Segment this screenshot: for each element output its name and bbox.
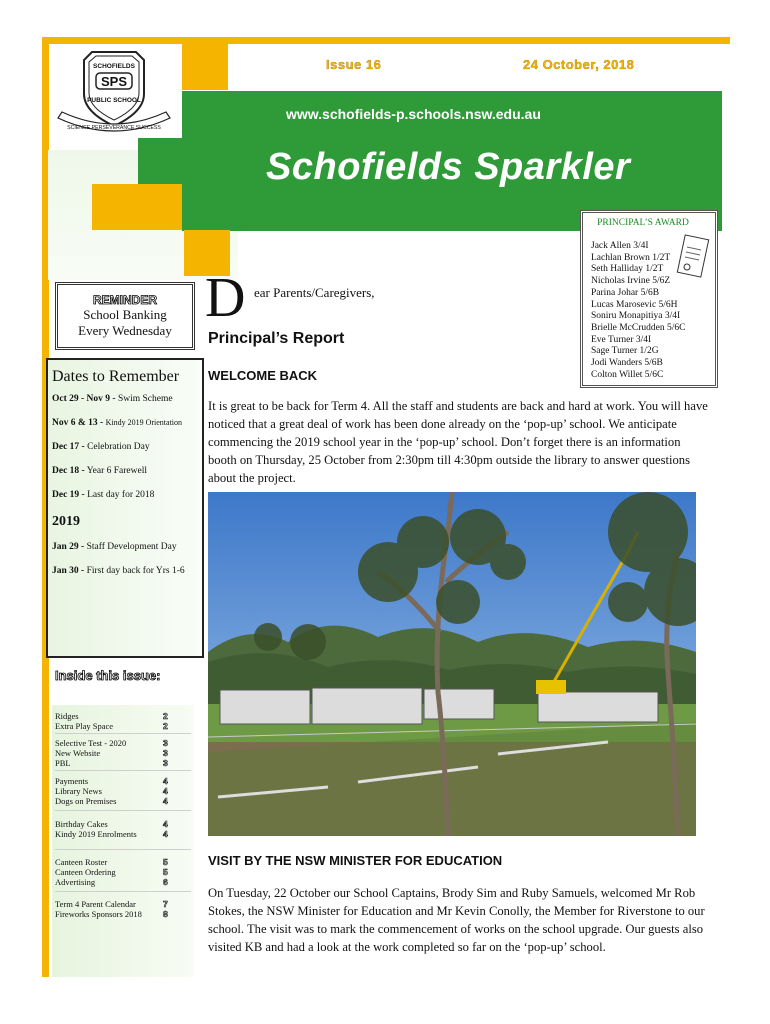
- date-label: Jan 30 -: [52, 566, 85, 576]
- date-label: Dec 17 -: [52, 442, 85, 452]
- school-logo: [52, 46, 176, 142]
- visit-heading: VISIT BY THE NSW MINISTER FOR EDUCATION: [208, 853, 503, 868]
- toc-page-numbers: 7 8: [163, 899, 168, 919]
- award-heading: PRINCIPAL’S AWARD: [597, 218, 689, 228]
- toc-item[interactable]: Term 4 Parent Calendar: [55, 899, 136, 909]
- toc-item[interactable]: Advertising: [55, 877, 96, 887]
- award-name: Jack Allen 3/4I: [591, 241, 649, 251]
- welcome-paragraph: It is great to be back for Term 4. All the staff and students are back and hard at work. You will have noticed that a great deal of work has been done already on the ‘pop-up’ school. We anticipate commencing the 2019 school year in the ‘pop-up’ school. Don’t forget there is an information booth on Thursday, 25 October from 2:30pm till 4:30pm outside the library to answer questions about the project.: [208, 399, 708, 485]
- toc-item[interactable]: Kindy 2019 Enrolments: [55, 829, 137, 839]
- newsletter-title: Schofields Sparkler: [266, 146, 631, 188]
- toc-item[interactable]: Payments: [55, 776, 89, 786]
- date-text: Swim Scheme: [117, 394, 173, 404]
- logo-top-text: SCHOFIELDS: [93, 63, 135, 70]
- logo-initials: SPS: [100, 74, 128, 89]
- reminder-box: [55, 282, 195, 350]
- date-text: Last day for 2018: [87, 490, 155, 500]
- scroll-icon: [675, 231, 715, 281]
- toc-item[interactable]: PBL: [55, 758, 71, 768]
- toc-divider: [55, 770, 191, 771]
- date-item: [52, 442, 202, 452]
- award-name: Lucas Marosevic 5/6H: [591, 299, 678, 310]
- reminder-line: Every Wednesday: [78, 323, 172, 338]
- visit-paragraph: On Tuesday, 22 October our School Captains, Brody Sim and Ruby Samuels, welcomed Mr Rob Stokes, the NSW Minister for Education and Mr Kevin Conolly, the Member for Riverstone to our school. The visit was to mark the commencement of works on the school upgrade. Our guests also visited KB and had a look at the work completed so far on the ‘pop-up’ school.: [208, 886, 705, 954]
- date-label: Nov 6 & 13 -: [52, 418, 104, 428]
- award-list: [591, 241, 685, 381]
- toc-group: [55, 819, 191, 839]
- date-label: Dec 18 -: [52, 466, 85, 476]
- toc-page-numbers: 3 3 3: [163, 738, 168, 768]
- award-name: Jodi Wanders 5/6B: [591, 358, 663, 369]
- toc-item[interactable]: Birthday Cakes: [55, 819, 108, 829]
- date-item: [52, 466, 202, 476]
- date-label: Dec 19 -: [52, 490, 85, 500]
- toc-item[interactable]: Ridges: [55, 711, 79, 721]
- award-name: Parina Johar 5/6B: [591, 287, 660, 298]
- toc-page-numbers: 2 2: [163, 711, 168, 731]
- table-of-contents: [52, 705, 194, 977]
- toc-page-numbers: 4 4: [163, 819, 168, 839]
- deco-square: [92, 184, 138, 230]
- drop-cap: D: [205, 267, 246, 329]
- issue-number: Issue 16: [326, 57, 382, 72]
- deco-square: [182, 44, 228, 90]
- dates-heading: Dates to Remember: [52, 368, 180, 385]
- construction-site-photo: [208, 492, 696, 836]
- award-name: Sage Turner 1/2G: [591, 346, 659, 357]
- year-heading: 2019: [52, 514, 80, 529]
- logo-banner-text: SCIENCE PERSEVERANCE SUCCESS: [67, 125, 161, 131]
- toc-divider: [55, 891, 191, 892]
- toc-item[interactable]: Fireworks Sponsors 2018: [55, 909, 142, 919]
- award-name: Lachlan Brown 1/2T: [591, 252, 671, 263]
- toc-group: [55, 776, 191, 806]
- toc-item[interactable]: Dogs on Premises: [55, 796, 117, 806]
- award-name: Brielle McCrudden 5/6C: [591, 322, 686, 333]
- date-item: [52, 542, 202, 552]
- toc-group: [55, 857, 191, 887]
- award-name: Colton Willet 5/6C: [591, 369, 664, 380]
- toc-page-numbers: 4 4 4: [163, 776, 168, 806]
- issue-date: 24 October, 2018: [523, 57, 635, 72]
- award-name: Eve Turner 3/4I: [591, 334, 652, 345]
- date-label: Oct 29 - Nov 9 -: [52, 394, 116, 404]
- toc-item[interactable]: Selective Test - 2020: [55, 738, 127, 748]
- toc-page-numbers: 5 5 6: [163, 857, 168, 887]
- reminder-line: School Banking: [83, 307, 167, 322]
- date-item: [52, 490, 202, 500]
- date-item: [52, 418, 202, 428]
- award-name: Nicholas Irvine 5/6Z: [591, 276, 671, 287]
- toc-divider: [55, 810, 191, 811]
- logo-middle-text: PUBLIC SCHOOL: [87, 97, 141, 104]
- date-item: [52, 566, 202, 576]
- date-label: Jan 29 -: [52, 542, 85, 552]
- toc-group: [55, 738, 191, 768]
- welcome-heading: WELCOME BACK: [208, 368, 318, 383]
- toc-group: [55, 711, 191, 731]
- date-text: Staff Development Day: [86, 542, 177, 552]
- principals-award-box: [580, 210, 718, 388]
- toc-item[interactable]: Canteen Roster: [55, 857, 108, 867]
- top-accent-bar: [44, 37, 730, 44]
- toc-divider: [55, 849, 191, 850]
- date-item: [52, 394, 202, 404]
- toc-item[interactable]: Extra Play Space: [55, 721, 114, 731]
- section-title: Principal’s Report: [208, 330, 345, 347]
- deco-square: [138, 184, 182, 230]
- toc-divider: [55, 733, 191, 734]
- date-text: Kindy 2019 Orientation: [105, 418, 183, 427]
- dates-box: [46, 358, 204, 658]
- reminder-heading: REMINDER: [92, 293, 157, 307]
- toc-group: [55, 899, 191, 919]
- toc-item[interactable]: New Website: [55, 748, 101, 758]
- date-text: First day back for Yrs 1-6: [86, 566, 185, 576]
- award-name: Soniru Monapitiya 3/4I: [591, 311, 681, 322]
- toc-item[interactable]: Library News: [55, 786, 102, 796]
- inside-issue-heading: Inside this issue:: [55, 668, 161, 683]
- award-name: Seth Halliday 1/2T: [591, 264, 664, 275]
- toc-item[interactable]: Canteen Ordering: [55, 867, 116, 877]
- website-link[interactable]: www.schofields-p.schools.nsw.edu.au: [286, 106, 541, 122]
- deco-square: [138, 138, 182, 184]
- date-text: Year 6 Farewell: [86, 466, 147, 476]
- date-text: Celebration Day: [87, 442, 150, 452]
- greeting: ear Parents/Caregivers,: [254, 285, 375, 300]
